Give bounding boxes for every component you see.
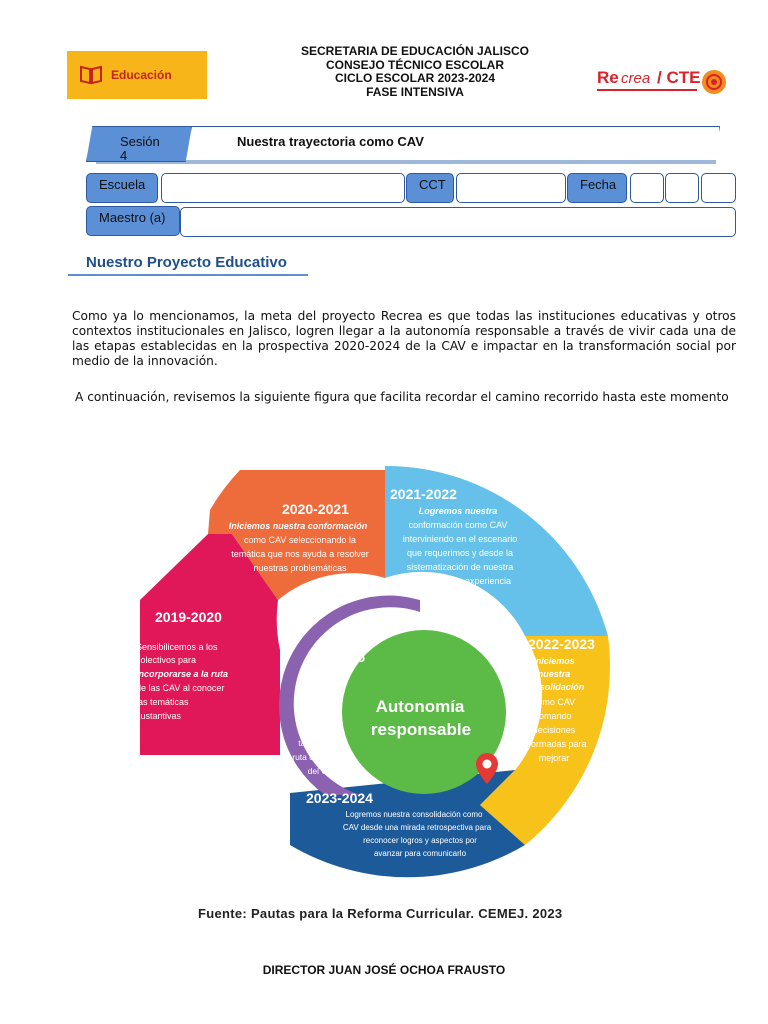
section-title: Nuestro Proyecto Educativo [86,254,287,271]
stage-2022-2023-line: decisiones [532,725,576,735]
header-line-4: FASE INTENSIVA [366,84,464,99]
stage-2019-2020-line: incorporarse a la ruta [136,669,229,679]
stage-2023-2024-line: Logremos nuestra consolidación como [345,810,483,819]
intro-paragraph: Como ya lo mencionamos, la meta del proyecto Recrea es que todas las instituciones educativas y otros contextos institucionales en Jalisco, logren llegar a la autonomía responsable a través de vivir cada una de las etapas establecidas en la prospectiva 2020-2024 de la CAV e impactar en la transformación social por medio de la innovación. [72,309,736,368]
figure-source: Fuente: Pautas para la Reforma Curricular. CEMEJ. 2023 [198,906,563,921]
stage-2021-2022-line: Logremos nuestra [418,506,498,516]
teacher-label: Maestro (a) [86,206,180,236]
stage-2021-2022-line: sistematización de nuestra [406,562,514,572]
center-line1: Autonomía [375,697,465,716]
stage-2022-2023-line: informadas para [521,739,587,749]
stage-2019-2020-line: de las CAV al conocer [136,683,225,693]
stage-2021-2022-line: interviniendo en el escenario [402,534,518,544]
stage-2021-2022-line: conformación como CAV [408,520,508,530]
svg-text:crea: crea [621,70,651,87]
stage-2020-2021-line: como CAV seleccionando la [244,535,356,545]
stage-2022-2023-line: como CAV [532,697,576,707]
stage-2024-2025-line: tación de la [298,738,342,748]
stage-2019-2020-line: las temáticas [136,697,189,707]
stage-2021-2022-year: 2021-2022 [390,486,457,502]
stage-2020-2021-line: temática que nos ayuda a resolver [231,549,369,559]
stage-2022-2023-year: 2022-2023 [528,636,595,652]
date-label: Fecha [567,173,627,203]
session-label: Sesión 4 [120,134,160,163]
stage-2024-2025-line: Innovemos [300,669,346,679]
session-title: Nuestra trayectoria como CAV [237,134,424,149]
stage-2022-2023-line: nuestra [537,669,571,679]
stage-2024-2025-line: como CAV [301,682,345,692]
stage-2019-2020-line: sustantivas [136,711,182,721]
stage-2024-2025-year-line1: 2024- [336,634,370,649]
stage-2020-2021-line: Iniciemos nuestra conformación [228,521,368,531]
stage-2022-2023-line: consolidación [523,682,585,692]
svg-text:/ CTE: / CTE [657,68,701,87]
stage-2019-2020-year: 2019-2020 [155,609,222,625]
stage-2021-2022-line: experiencia [464,576,512,586]
stage-2020-2021-line: nuestras problemáticas [253,563,347,573]
educacion-logo-text: Educación [111,68,172,82]
director-signature-line: DIRECTOR JUAN JOSÉ OCHOA FRAUSTO [262,963,506,977]
stage-2022-2023-line: tomando [536,711,572,721]
header-line-1: SECRETARIA DE EDUCACIÓN JALISCO [300,44,530,58]
header-line-2: CONSEJO TÉCNICO ESCOLAR [325,57,505,72]
stage-2019-2020-line: colectivos para [136,655,197,665]
school-label: Escuela [86,173,158,203]
header-line-3: CICLO ESCOLAR 2023-2024 [334,71,496,85]
stage-2019-2020-line: Sensibilicemos a los [136,642,218,652]
stage-2024-2025-year-line2: 2025 [336,650,365,665]
up-arrow-icon [116,716,128,735]
cct-label: CCT [406,173,454,203]
stage-2023-2024-year: 2023-2024 [306,790,373,806]
stage-2021-2022-line: que requerimos y desde la [406,548,514,558]
stage-2023-2024-line: reconocer logros y aspectos por [363,836,477,845]
center-line2: responsable [370,720,472,739]
stage-2023-2024-line: avanzar para comunicarlo [373,849,467,858]
stage-2023-2024-line: CAV desde una mirada retrospectiva para [342,823,492,832]
figure-intro-paragraph: A continuación, revisemos la siguiente figura que facilita recordar el camino recorrido hasta este momento [75,390,729,404]
stage-2020-2021-year: 2020-2021 [282,501,349,517]
stage-2022-2023-line: Iniciemos [533,656,575,666]
stage-2024-2025-line: implemen- [303,724,343,734]
stage-2024-2025-line: del CTE [307,766,339,776]
stage-2022-2023-line: mejorar [538,753,570,763]
stage-2024-2025-line: desde el [306,696,340,706]
svg-text:Re: Re [597,68,619,87]
stage-2024-2025-line: ruta completa [292,752,344,762]
stage-2024-2025-line: diseño e [306,710,340,720]
